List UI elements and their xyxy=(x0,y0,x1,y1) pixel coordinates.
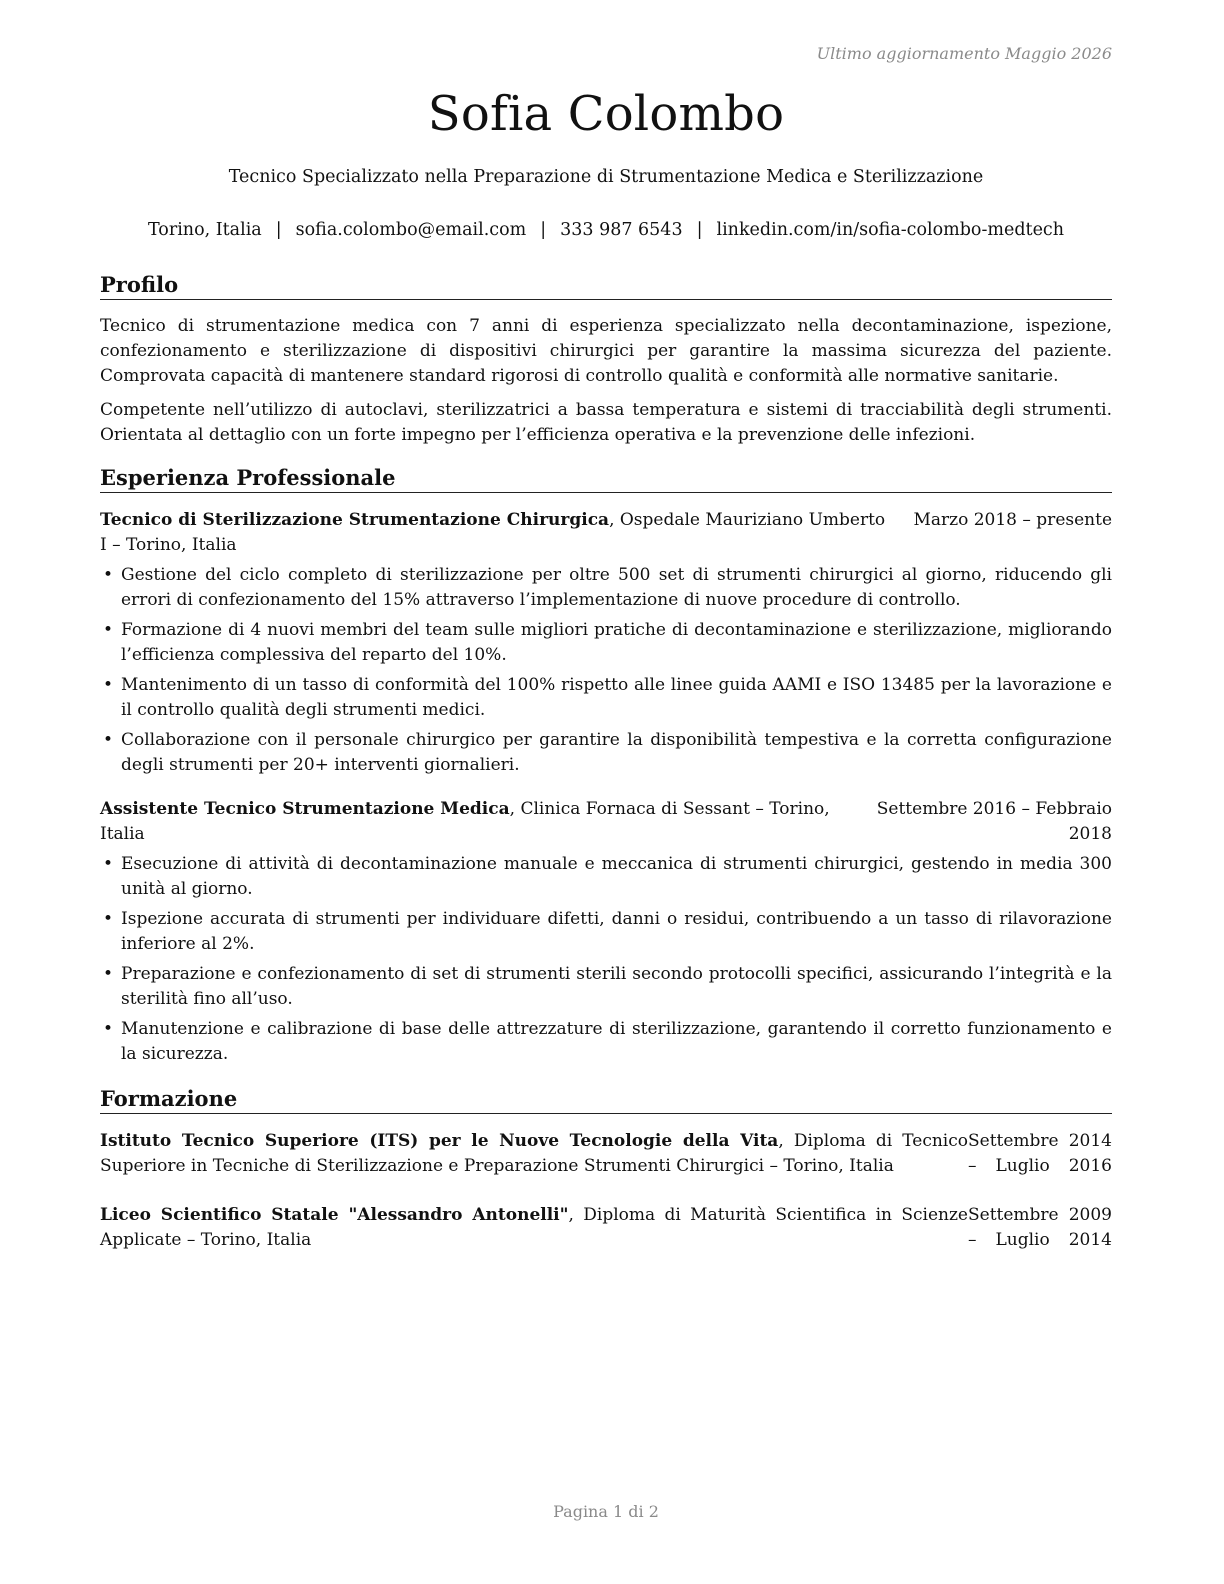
job-entry xyxy=(100,797,1112,1067)
list-item xyxy=(100,563,1112,613)
education-school: Istituto Tecnico Superiore (ITS) per le Nuove Tecnologie della Vita xyxy=(100,1131,779,1151)
bullet-icon: • xyxy=(103,1019,114,1039)
bullet-text: Preparazione e confezionamento di set di strumenti sterili secondo protocolli specifici, assicurando l’integrità e la sterilità fino all’uso. xyxy=(121,964,1112,1009)
bullet-icon: • xyxy=(103,909,114,929)
bullet-text: Collaborazione con il personale chirurgico per garantire la disponibilità tempestiva e la corretta configurazione degli strumenti per 20+ interventi giornalieri. xyxy=(121,730,1112,775)
education-description xyxy=(100,1129,968,1179)
education-section xyxy=(100,1086,1112,1253)
job-header xyxy=(100,797,1112,847)
experience-title: Esperienza Professionale xyxy=(100,465,1112,493)
contact-phone[interactable]: 333 987 6543 xyxy=(560,220,683,240)
contact-separator: | xyxy=(275,220,282,240)
profile-title: Profilo xyxy=(100,272,1112,300)
bullet-text: Esecuzione di attività di decontaminazione manuale e meccanica di strumenti chirurgici, gestendo in media 300 unità al giorno. xyxy=(121,854,1112,899)
education-entry xyxy=(100,1203,1112,1253)
job-dates: Settembre 2016 – Febbraio 2018 xyxy=(876,799,1112,844)
last-updated: Ultimo aggiornamento Maggio 2026 xyxy=(816,44,1112,63)
job-role: Tecnico di Sterilizzazione Strumentazione Chirurgica xyxy=(100,510,610,530)
job-dates: Marzo 2018 – presente xyxy=(913,510,1112,530)
education-description xyxy=(100,1203,968,1253)
education-dates: Settembre 2014 – Luglio 2016 xyxy=(968,1131,1112,1176)
profile-section xyxy=(100,272,1112,448)
education-title: Formazione xyxy=(100,1086,1112,1114)
bullet-text: Ispezione accurata di strumenti per individuare difetti, danni o residui, contribuendo a un tasso di rilavorazione inferiore al 2%. xyxy=(121,909,1112,954)
resume-page xyxy=(100,0,1112,1584)
list-item xyxy=(100,1017,1112,1067)
job-subtitle: Tecnico Specializzato nella Preparazione di Strumentazione Medica e Sterilizzazione xyxy=(228,167,984,187)
candidate-name: Sofia Colombo xyxy=(427,86,785,142)
job-role: Assistente Tecnico Strumentazione Medica xyxy=(100,799,510,819)
experience-section xyxy=(100,465,1112,1072)
list-item xyxy=(100,728,1112,778)
bullet-icon: • xyxy=(103,565,114,585)
list-item xyxy=(100,673,1112,723)
contact-email[interactable]: sofia.colombo@email.com xyxy=(295,220,527,240)
list-item xyxy=(100,907,1112,957)
contact-separator: | xyxy=(540,220,547,240)
bullet-icon: • xyxy=(103,730,114,750)
bullet-text: Gestione del ciclo completo di sterilizzazione per oltre 500 set di strumenti chirurgici al giorno, riducendo gli errori di confezionamento del 15% attraverso l’implementazione di nuove procedure di controllo. xyxy=(121,565,1112,610)
job-title-line xyxy=(100,508,913,558)
job-title-line xyxy=(100,797,876,847)
list-item xyxy=(100,852,1112,902)
education-dates: Settembre 2009 – Luglio 2014 xyxy=(968,1205,1112,1250)
contact-linkedin[interactable]: linkedin.com/in/sofia-colombo-medtech xyxy=(716,220,1064,240)
bullet-icon: • xyxy=(103,854,114,874)
list-item xyxy=(100,962,1112,1012)
job-entry xyxy=(100,508,1112,778)
bullet-text: Mantenimento di un tasso di conformità del 100% rispetto alle linee guida AAMI e ISO 13485 per la lavorazione e il controllo qualità degli strumenti medici. xyxy=(121,675,1112,720)
contact-location: Torino, Italia xyxy=(147,220,262,240)
page-number: Pagina 1 di 2 xyxy=(553,1502,659,1521)
contact-line xyxy=(100,220,1112,240)
profile-paragraph: Tecnico di strumentazione medica con 7 anni di esperienza specializzato nella decontaminazione, ispezione, confezionamento e sterilizzazione di dispositivi chirurgici per garantire la massima sicurezza del paziente. Comprovata capacità di mantenere standard rigorosi di controllo qualità e conformità alle normative sanitarie. xyxy=(100,316,1112,386)
bullet-text: Formazione di 4 nuovi membri del team sulle migliori pratiche di decontaminazione e sterilizzazione, migliorando l’efficienza complessiva del reparto del 10%. xyxy=(121,620,1112,665)
job-place: , Clinica Fornaca di Sessant – Torino, Italia xyxy=(100,799,830,844)
contact-separator: | xyxy=(696,220,703,240)
job-bullets xyxy=(100,852,1112,1067)
education-detail: , Diploma di Maturità Scientifica in Scienze Applicate – Torino, Italia xyxy=(100,1205,968,1250)
education-entry xyxy=(100,1129,1112,1179)
bullet-icon: • xyxy=(103,964,114,984)
bullet-icon: • xyxy=(103,620,114,640)
job-place: , Ospedale Mauriziano Umberto I – Torino, Italia xyxy=(100,510,886,555)
bullet-icon: • xyxy=(103,675,114,695)
education-detail: , Diploma di Tecnico Superiore in Tecniche di Sterilizzazione e Preparazione Strumenti Chirurgici – Torino, Italia xyxy=(100,1131,968,1176)
job-bullets xyxy=(100,563,1112,778)
profile-paragraph: Competente nell’utilizzo di autoclavi, sterilizzatrici a bassa temperatura e sistemi di tracciabilità degli strumenti. Orientata al dettaglio con un forte impegno per l’efficienza operativa e la prevenzione delle infezioni. xyxy=(100,400,1112,445)
bullet-text: Manutenzione e calibrazione di base delle attrezzature di sterilizzazione, garantendo il corretto funzionamento e la sicurezza. xyxy=(121,1019,1112,1064)
education-school: Liceo Scientifico Statale "Alessandro Antonelli" xyxy=(100,1205,569,1225)
job-header xyxy=(100,508,1112,558)
list-item xyxy=(100,618,1112,668)
